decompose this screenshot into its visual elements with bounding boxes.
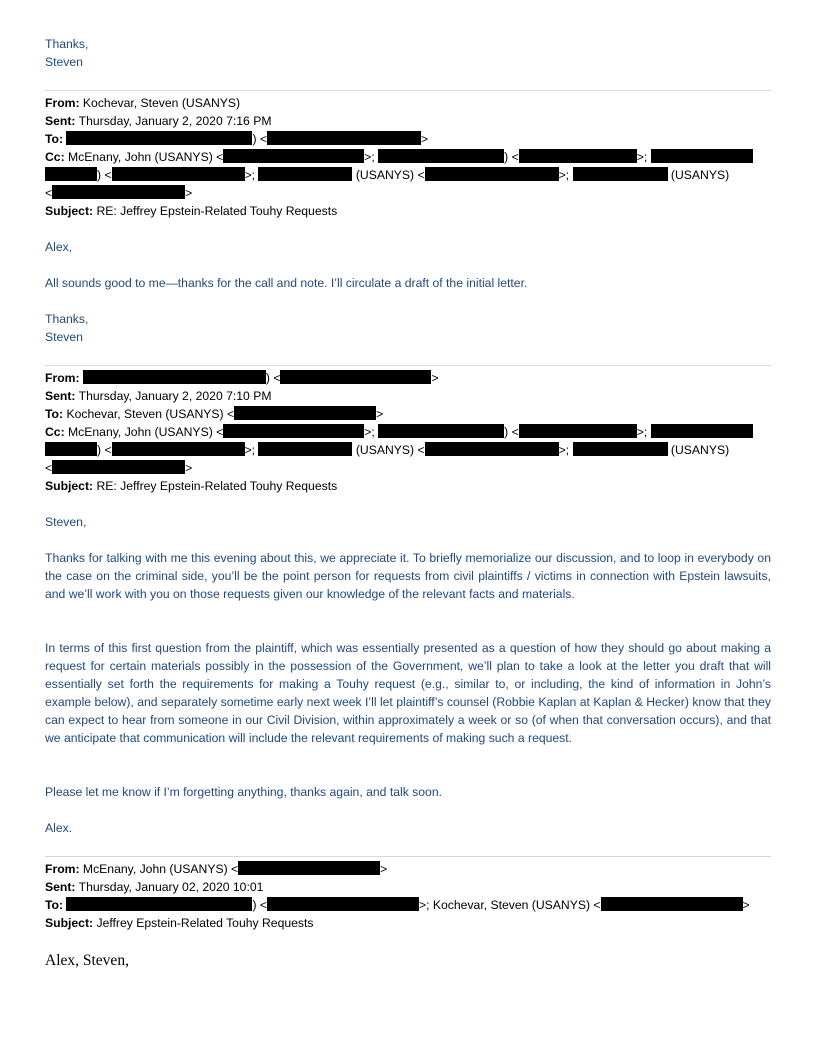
redaction-bar xyxy=(258,167,352,181)
redaction-bar xyxy=(52,185,185,199)
email3-from: From: McEnany, John (USANYS) < > xyxy=(45,862,388,876)
redaction-bar xyxy=(267,131,421,145)
email1-subject: Subject: RE: Jeffrey Epstein-Related Touhy Requests xyxy=(45,204,338,218)
redaction-bar xyxy=(519,424,637,438)
signoff-name: Steven xyxy=(45,55,83,69)
email1-greeting: Alex, xyxy=(45,240,73,254)
email3-to: To: ) < >; Kochevar, Steven (USANYS) < > xyxy=(45,898,750,912)
email1-cc-line2: ) < >; (USANYS) < >; (USANYS) xyxy=(45,166,771,184)
redaction-bar xyxy=(267,897,419,911)
email2-cc-line3: < > xyxy=(45,461,193,475)
email1-cc-line1: Cc: McEnany, John (USANYS) < >; ) < >; xyxy=(45,148,771,166)
email3-subject: Subject: Jeffrey Epstein-Related Touhy Requests xyxy=(45,916,314,930)
redaction-bar xyxy=(425,442,559,456)
email2-paragraph-2: In terms of this first question from the plaintiff, which was essentially presented as a question of how they should go about making a request for certain materials possibly in the possession of the Government, we’ll plan to take a look at the letter you draft that will essentially set forth the requirements for making a Touhy request (e.g., similar to, or including, the kind of information in John’s example below), and separately sometime early next week I’ll let plaintiff’s counsel (Robbie Kaplan at Kaplan & Hecker) know that they can expect to hear from someone in our Civil Division, within approximately a week or so (of when that conversation occurs), and that we anticipate that communication will include the relevant requirements of making such a request. xyxy=(45,641,771,745)
email3-sent: Sent: Thursday, January 02, 2020 10:01 xyxy=(45,880,264,894)
email1-cc-line3: < > xyxy=(45,186,193,200)
email2-greeting: Steven, xyxy=(45,515,87,529)
email2-subject: Subject: RE: Jeffrey Epstein-Related Touhy Requests xyxy=(45,479,338,493)
redaction-bar xyxy=(234,406,376,420)
divider-1 xyxy=(45,90,771,91)
redaction-bar xyxy=(238,861,380,875)
email2-paragraph-3: Please let me know if I’m forgetting anything, thanks again, and talk soon. xyxy=(45,785,442,799)
email1-signoff xyxy=(45,310,771,346)
redaction-bar xyxy=(378,424,504,438)
email2-cc-line1: Cc: McEnany, John (USANYS) < >; ) < >; xyxy=(45,423,771,441)
divider-3 xyxy=(45,856,771,857)
redaction-bar xyxy=(66,897,252,911)
redaction-bar xyxy=(45,167,97,181)
email1-body: All sounds good to me—thanks for the call and note. I’ll circulate a draft of the initial letter. xyxy=(45,276,528,290)
redaction-bar xyxy=(112,167,245,181)
redaction-bar xyxy=(83,370,266,384)
redaction-bar xyxy=(601,897,743,911)
redaction-bar xyxy=(52,460,185,474)
redaction-bar xyxy=(573,442,668,456)
redaction-bar xyxy=(66,131,252,145)
email2-to: To: Kochevar, Steven (USANYS) < > xyxy=(45,407,384,421)
redaction-bar xyxy=(651,424,753,438)
redaction-bar xyxy=(258,442,352,456)
email2-cc-line2: ) < >; (USANYS) < >; (USANYS) xyxy=(45,441,771,459)
redaction-bar xyxy=(651,149,753,163)
redaction-bar xyxy=(280,370,431,384)
redaction-bar xyxy=(223,424,364,438)
divider-2 xyxy=(45,365,771,366)
redaction-bar xyxy=(112,442,245,456)
email3-greeting: Alex, Steven, xyxy=(45,952,129,969)
email1-sent: Sent: Thursday, January 2, 2020 7:16 PM xyxy=(45,114,272,128)
redaction-bar xyxy=(519,149,637,163)
email1-to: To: ) < > xyxy=(45,132,429,146)
email2-paragraph-1: Thanks for talking with me this evening about this, we appreciate it. To briefly memorialize our discussion, and to loop in everybody on the case on the criminal side, you’ll be the point person for requests from civil plaintiffs / victims in connection with Epstein lawsuits, and we’ll work with you on those requests given our knowledge of the relevant facts and materials. xyxy=(45,551,771,601)
redaction-bar xyxy=(223,149,364,163)
redaction-bar xyxy=(45,442,97,456)
email1-from: From: Kochevar, Steven (USANYS) xyxy=(45,96,241,110)
email1-name: Steven xyxy=(45,330,83,344)
redaction-bar xyxy=(573,167,668,181)
email2-signoff: Alex. xyxy=(45,821,73,835)
signoff-thanks: Thanks, xyxy=(45,37,89,51)
email2-sent: Sent: Thursday, January 2, 2020 7:10 PM xyxy=(45,389,272,403)
redaction-bar xyxy=(425,167,559,181)
email1-thanks: Thanks, xyxy=(45,312,89,326)
top-signoff xyxy=(45,35,771,71)
email2-from: From: ) < > xyxy=(45,371,439,385)
redaction-bar xyxy=(378,149,504,163)
